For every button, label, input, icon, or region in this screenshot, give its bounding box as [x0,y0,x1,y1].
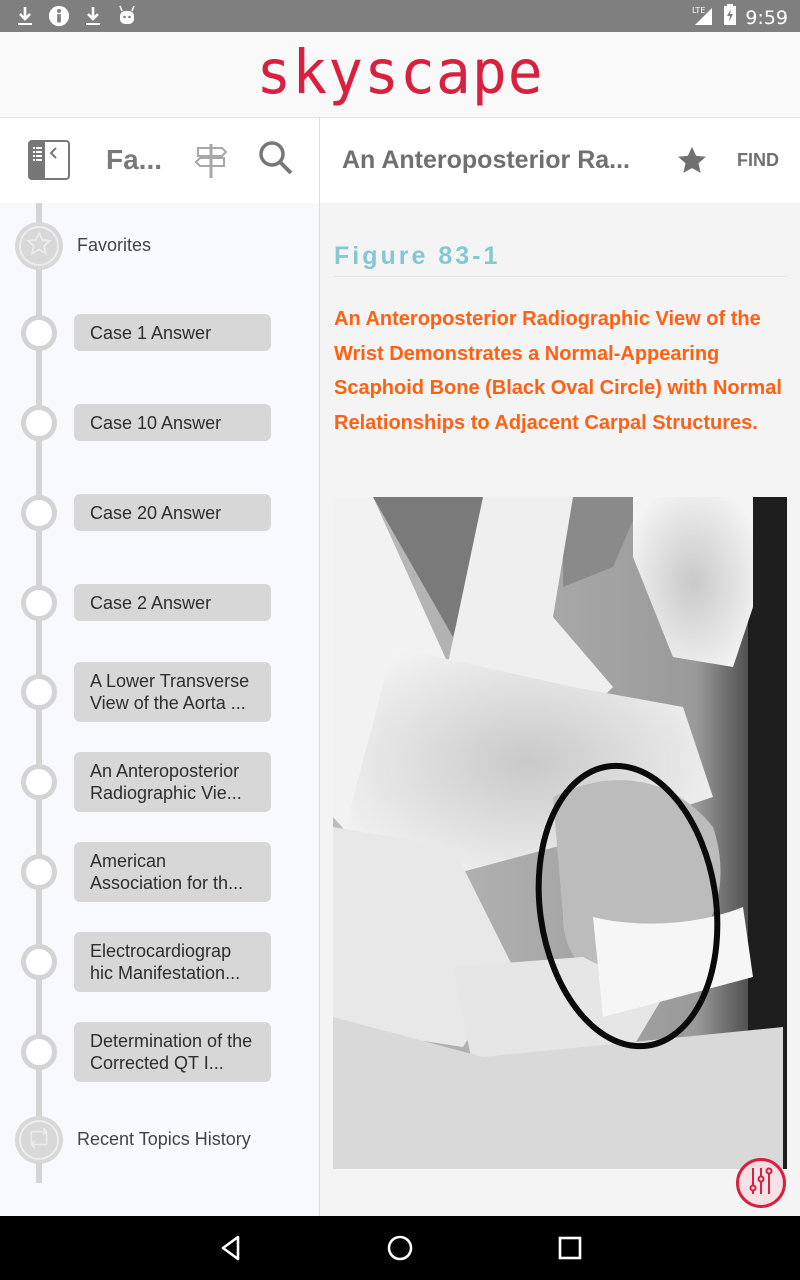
history-node [15,1116,63,1164]
sidebar-panel [0,118,320,1216]
content-panel [320,118,800,1216]
download-icon [82,4,104,28]
download-icon [14,4,36,28]
wrist-xray-image[interactable] [333,497,787,1169]
sidebar-title: Fa... [106,144,163,175]
timeline-node [21,944,57,980]
favorite-item[interactable]: An Anteroposterior Radiographic Vie... [74,752,271,812]
system-nav-bar [0,1216,800,1280]
favorites-label: Favorites [77,235,152,255]
sliders-icon [746,1166,776,1201]
favorite-item[interactable]: Case 2 Answer [74,584,271,621]
favorite-star-icon[interactable] [675,144,709,178]
android-icon [116,4,138,28]
topic-title: An Anteroposterior Ra... [342,146,630,174]
system-status [691,4,788,31]
favorites-timeline [0,203,320,1216]
favorite-item[interactable]: Determination of the Corrected QT I... [74,1022,271,1082]
timeline-node [21,315,57,351]
favorite-item[interactable]: Case 10 Answer [74,404,271,441]
divider [334,276,788,277]
status-bar [0,0,800,32]
timeline-node [21,405,57,441]
favorites-node [15,222,63,270]
sidebar-toolbar [0,118,319,203]
sidebar-toggle-icon[interactable] [28,140,70,180]
timeline-node [21,585,57,621]
notification-icons [14,4,138,28]
filter-settings-button[interactable] [736,1158,786,1208]
find-button[interactable]: FIND [737,150,779,170]
timeline-node [21,764,57,800]
lte-signal-icon [691,4,715,31]
favorite-item[interactable]: Electrocardiograp hic Manifestation... [74,932,271,992]
recent-topics-history-label[interactable]: Recent Topics History [77,1129,251,1149]
skyscape-logo: skyscape [256,35,544,108]
signpost-icon[interactable] [192,142,230,180]
favorite-item[interactable]: Case 1 Answer [74,314,271,351]
info-icon [48,4,70,28]
timeline-node [21,495,57,531]
battery-charging-icon [723,4,737,31]
app-header [0,32,800,118]
clock: 9:59 [745,6,788,29]
xray-illustration [333,497,787,1169]
repeat-icon [26,1125,52,1156]
favorite-item[interactable]: Case 20 Answer [74,494,271,531]
timeline-node [21,674,57,710]
search-icon[interactable] [258,140,294,178]
recents-icon[interactable] [554,1232,586,1264]
timeline-node [21,1034,57,1070]
content-toolbar [320,118,800,203]
home-icon[interactable] [384,1232,416,1264]
figure-caption: An Anteroposterior Radiographic View of the Wrist Demonstrates a Normal-Appearing Scaphoid Bone (Black Oval Circle) with Normal Relationships to Adjacent Carpal Structures. [334,308,782,434]
star-outline-icon [25,230,53,263]
back-icon[interactable] [216,1232,248,1264]
figure-heading: Figure 83-1 [334,242,501,270]
favorite-item[interactable]: American Association for th... [74,842,271,902]
favorite-item[interactable]: A Lower Transverse View of the Aorta ... [74,662,271,722]
svg-text:LTE: LTE [692,6,706,15]
timeline-node [21,854,57,890]
